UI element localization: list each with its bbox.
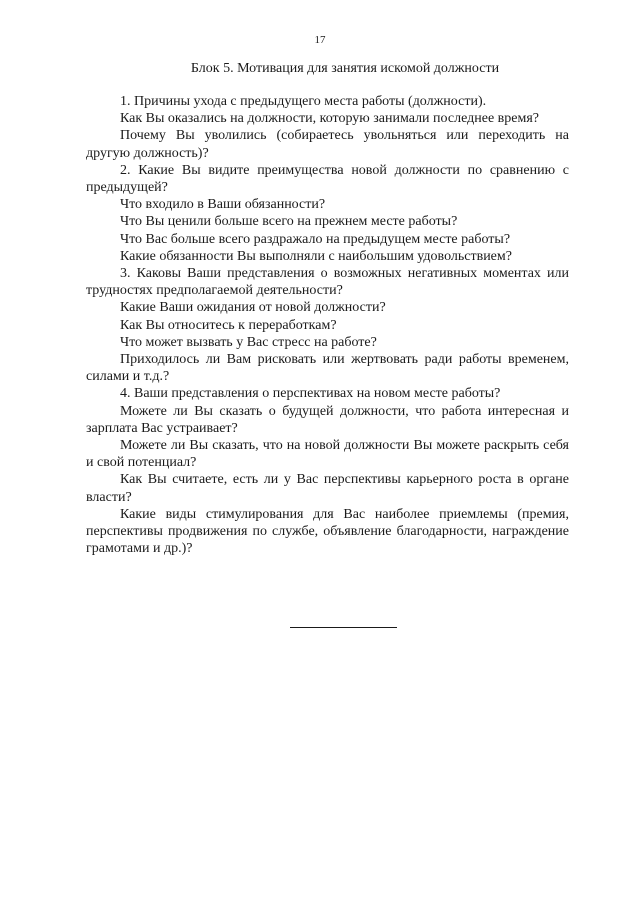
paragraph: Что Вы ценили больше всего на прежнем месте работы? bbox=[120, 214, 458, 230]
paragraph: Какие обязанности Вы выполняли с наибольшим удовольствием? bbox=[120, 248, 512, 264]
paragraph: 4. Ваши представления о перспективах на новом месте работы? bbox=[120, 386, 501, 402]
paragraph: Почему Вы уволились (собираетесь увольняться или переходить на другую должность)? bbox=[86, 128, 569, 161]
paragraph: Какие виды стимулирования для Вас наиболее приемлемы (премия, перспективы продвижения по службе, объявление благодарности, награждение грамотами и др.)? bbox=[86, 506, 569, 557]
paragraph: Что входило в Ваши обязанности? bbox=[120, 197, 326, 213]
paragraph: Как Вы оказались на должности, которую занимали последнее время? bbox=[120, 111, 540, 127]
paragraph: Можете ли Вы сказать о будущей должности, что работа интересная и зарплата Вас устраивает? bbox=[86, 403, 569, 436]
paragraph: 3. Каковы Ваши представления о возможных негативных моментах или трудностях предполагаемой деятельности? bbox=[86, 266, 569, 299]
questions-body bbox=[86, 93, 569, 557]
paragraph: 2. Какие Вы видите преимущества новой должности по сравнению с предыдущей? bbox=[86, 162, 569, 196]
end-divider bbox=[290, 627, 397, 628]
paragraph: Как Вы относитесь к переработкам? bbox=[120, 317, 337, 333]
page-number: 17 bbox=[314, 34, 326, 46]
paragraph: Какие Ваши ожидания от новой должности? bbox=[120, 300, 386, 316]
paragraph: Приходилось ли Вам рисковать или жертвовать ради работы временем, силами и т.д.? bbox=[86, 352, 569, 385]
block-heading: Блок 5. Мотивация для занятия искомой должности bbox=[190, 61, 500, 76]
paragraph: Можете ли Вы сказать, что на новой должности Вы можете раскрыть себя и свой потенциал? bbox=[86, 438, 569, 471]
paragraph: Что Вас больше всего раздражало на предыдущем месте работы? bbox=[120, 231, 511, 247]
paragraph: Как Вы считаете, есть ли у Вас перспективы карьерного роста в органе власти? bbox=[86, 472, 569, 505]
paragraph: 1. Причины ухода с предыдущего места работы (должности). bbox=[120, 94, 487, 109]
paragraph: Что может вызвать у Вас стресс на работе? bbox=[120, 334, 377, 350]
